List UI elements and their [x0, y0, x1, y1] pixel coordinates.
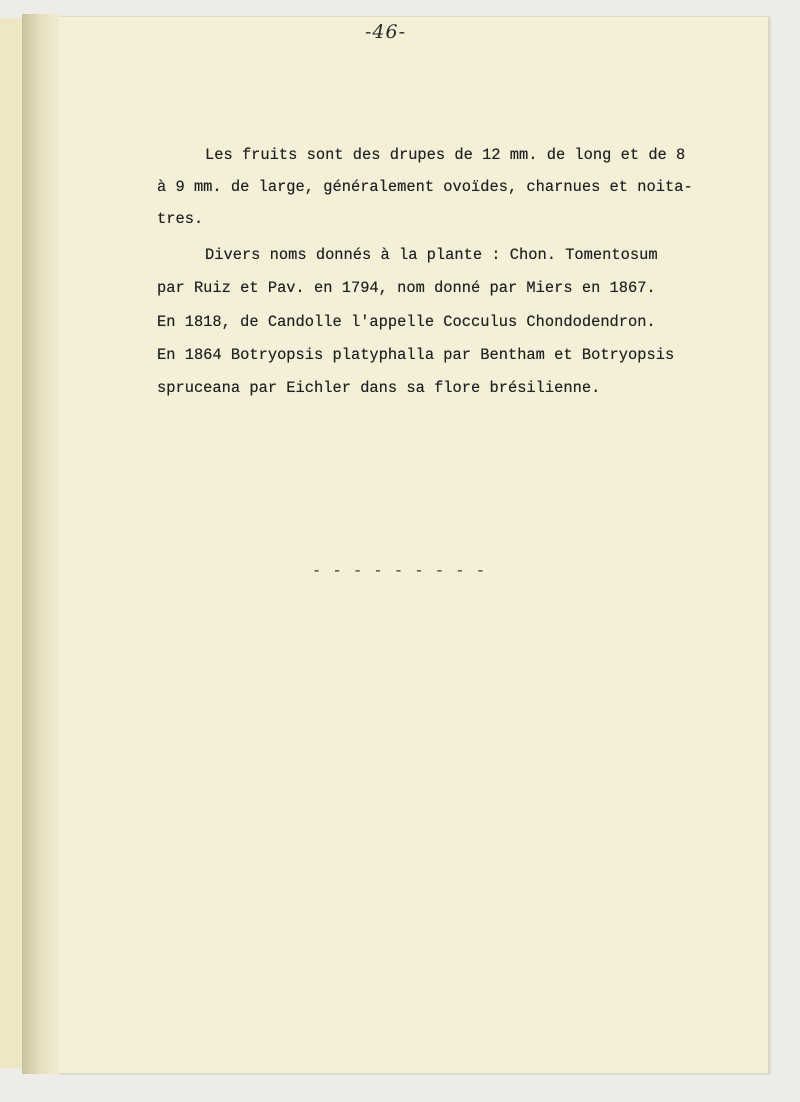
page-number: -46- — [365, 21, 407, 43]
document-page — [58, 16, 769, 1073]
text-line-3: tres. — [157, 210, 204, 228]
section-separator: - - - - - - - - - — [312, 562, 487, 580]
text-line-6: En 1818, de Candolle l'appelle Cocculus Chondodendron. — [157, 313, 656, 331]
text-line-7: En 1864 Botryopsis platyphalla par Bentham et Botryopsis — [157, 346, 675, 364]
text-line-5: par Ruiz et Pav. en 1794, nom donné par Miers en 1867. — [157, 279, 656, 297]
text-line-2: à 9 mm. de large, généralement ovoïdes, charnues et noita- — [157, 178, 693, 196]
previous-page-edge — [0, 18, 23, 1068]
text-line-4: Divers noms donnés à la plante : Chon. Tomentosum — [205, 246, 658, 264]
text-line-1: Les fruits sont des drupes de 12 mm. de long et de 8 — [205, 146, 686, 164]
text-line-8: spruceana par Eichler dans sa flore brésilienne. — [157, 379, 601, 397]
binding-gutter — [22, 14, 62, 1074]
